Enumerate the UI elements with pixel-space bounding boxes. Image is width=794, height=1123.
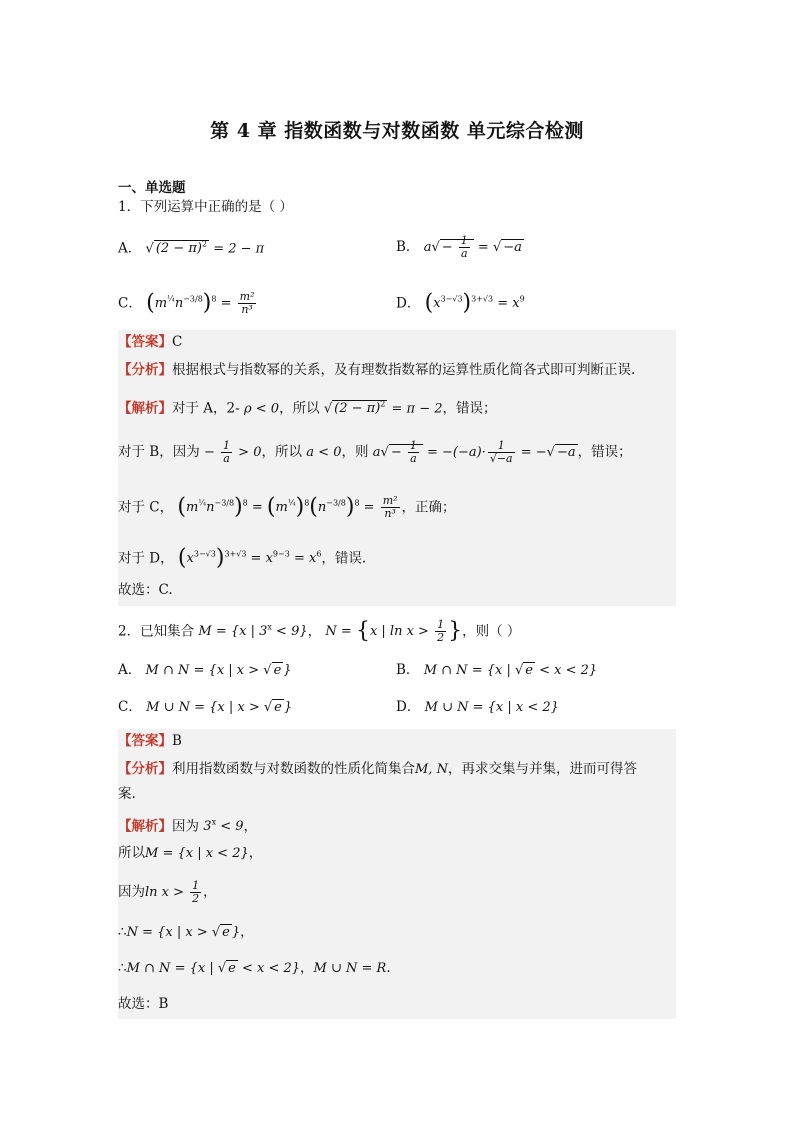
solution-text: 所以 xyxy=(118,845,145,861)
analysis-text: 根据根式与指数幂的关系，及有理数指数幂的运算性质化简各式即可判断正误. xyxy=(172,362,636,378)
math-formula: M = {x | $3^x < 9$} xyxy=(198,623,308,640)
q1-solution-a xyxy=(118,395,497,419)
q1-solution-b xyxy=(118,440,632,465)
stem-text: ，则（ ） xyxy=(462,623,521,640)
q2-option-d xyxy=(396,697,559,718)
question-1-stem: 1．下列运算中正确的是（ ） xyxy=(118,199,293,215)
q1-final: 故选：C. xyxy=(118,582,173,598)
math-formula: M ∪ N = R xyxy=(313,961,387,976)
analysis-text: ，再求交集与并集，进而可得答 xyxy=(447,761,637,777)
solution-tag: 【解析】 xyxy=(118,400,172,417)
section-heading: 一、单选题 xyxy=(118,180,186,196)
math-formula: M ∩ N = {x | x > √ e } xyxy=(145,663,292,678)
solution-text: ∴ xyxy=(118,924,127,940)
analysis-tag: 【分析】 xyxy=(118,761,172,777)
option-label: C． xyxy=(118,699,142,715)
solution-text: ，所以 xyxy=(279,400,320,417)
option-label: D． xyxy=(396,295,421,312)
solution-tag: 【解析】 xyxy=(118,818,172,835)
math-formula: $(m^{\frac{1}{4}}n^{-3/8})^8$ = $\frac{\text{m²}}{\text{n³}}$ xyxy=(146,290,255,317)
math-formula: M ∩ N = {x | √ e < x < 2} xyxy=(423,663,598,678)
option-label: A． xyxy=(118,240,142,257)
solution-text: 因为 xyxy=(172,818,199,835)
solution-text: 对于 C， xyxy=(118,499,174,516)
q1-answer xyxy=(118,332,182,352)
analysis-text: 利用指数函数与对数函数的性质化简集合 xyxy=(172,761,415,777)
q1-analysis xyxy=(118,360,635,380)
math-formula: ln x > $\frac{1}{2}$ xyxy=(145,879,200,905)
solution-text: ∴ xyxy=(118,960,127,976)
math-formula: M ∩ N = {x | √ e < x < 2} xyxy=(126,961,301,976)
stem-text: ， xyxy=(307,623,322,640)
math-formula: − $\frac{1}{a}$ > 0 xyxy=(204,439,262,465)
math-formula: N = {x | ln x > $\frac{1}{2}$ } xyxy=(325,618,463,645)
math-formula: √ $(2 - \pi)^2 = \pi - 2$ xyxy=(323,400,443,417)
answer-tag: 【答案】 xyxy=(118,733,172,749)
math-formula: N = {x | x > √ e } xyxy=(126,925,241,940)
solution-text: ，则 xyxy=(341,444,369,460)
q1-option-d xyxy=(396,290,525,314)
math-formula: $(x^{3-√3})^{3+√3} = x^{9-3} = x^6$ xyxy=(177,545,322,571)
math-formula: M = {x | x < 2} xyxy=(145,846,249,861)
q2-option-a xyxy=(118,660,292,681)
option-label: B． xyxy=(396,239,420,255)
solution-text: ，错误. xyxy=(321,550,367,567)
math-formula: a√ − $\frac{1}{a}$ = √ −a xyxy=(423,234,522,260)
math-formula: M ∪ N = {x | x < 2} xyxy=(424,700,559,715)
solution-text: 因为 xyxy=(118,884,145,900)
math-formula: $3^x < 9$ xyxy=(203,818,244,835)
q2-solution-5: ∴M ∩ N = {x | √ e < x < 2}，M ∪ N = R. xyxy=(118,960,391,976)
solution-text: ，正确； xyxy=(401,499,456,516)
answer-value: C xyxy=(172,334,183,350)
math-formula: M ∪ N = {x | x > √ e } xyxy=(146,700,293,715)
option-label: A． xyxy=(118,662,142,678)
option-label: D． xyxy=(396,699,421,715)
math-formula: M, N xyxy=(415,762,448,777)
q2-option-c xyxy=(118,697,292,718)
solution-text: 对于 B，因为 xyxy=(118,444,200,460)
q2-solution-3: 因为ln x > $\frac{1}{2}$ ， xyxy=(118,879,217,905)
math-formula: √ $(2 - \pi)^2 = 2 - \pi$ xyxy=(145,240,265,257)
math-formula: ρ < 0 xyxy=(244,401,280,417)
math-formula: a < 0 xyxy=(306,445,342,460)
q2-analysis-cont: 案. xyxy=(118,786,136,802)
q1-option-c xyxy=(118,290,258,316)
q2-final: 故选：B xyxy=(118,996,169,1012)
q2-analysis xyxy=(118,759,637,780)
page-title: 第 4 章 指数函数与对数函数 单元综合检测 xyxy=(210,120,584,142)
solution-text: ，错误； xyxy=(442,400,497,417)
q1-option-b xyxy=(396,235,524,260)
answer-tag: 【答案】 xyxy=(118,334,172,350)
math-formula: $(x^{3-√3})^{3+√3} = x^9$ xyxy=(424,290,525,316)
option-label: B． xyxy=(396,662,420,678)
q1-solution-d xyxy=(118,545,366,569)
q2-answer xyxy=(118,731,182,751)
solution-text: 对于 D， xyxy=(118,550,174,567)
q1-option-a xyxy=(118,235,264,259)
q2-option-b xyxy=(396,660,597,681)
answer-value: B xyxy=(172,733,182,749)
option-label: C． xyxy=(118,295,142,312)
stem-text: 2．已知集合 xyxy=(118,623,195,640)
math-formula: $(m^{\frac{1}{4}}n^{-3/8})^8 = (m^{\frac{1}{4}})^8(n^{-3/8})^8$ = $\frac{\text{m²}}{\text{n³}}$ xyxy=(177,494,398,521)
analysis-tag: 【分析】 xyxy=(118,362,172,378)
solution-text: 对于 A，2- xyxy=(172,400,240,417)
solution-text: ，错误； xyxy=(577,444,632,460)
q2-solution-4: ∴N = {x | x > √ e }， xyxy=(118,924,254,940)
solution-text: ，所以 xyxy=(261,444,302,460)
q2-solution-2: 所以M = {x | x < 2}， xyxy=(118,845,263,861)
question-2-stem xyxy=(118,618,520,644)
q2-solution-1: 【解析】因为 $3^x < 9$， xyxy=(118,818,258,835)
math-formula: a√ − $\frac{1}{a}$ = −(−a)· $\frac{1}{√-a}$ = −√ −a xyxy=(372,439,576,465)
q1-solution-c xyxy=(118,494,456,520)
